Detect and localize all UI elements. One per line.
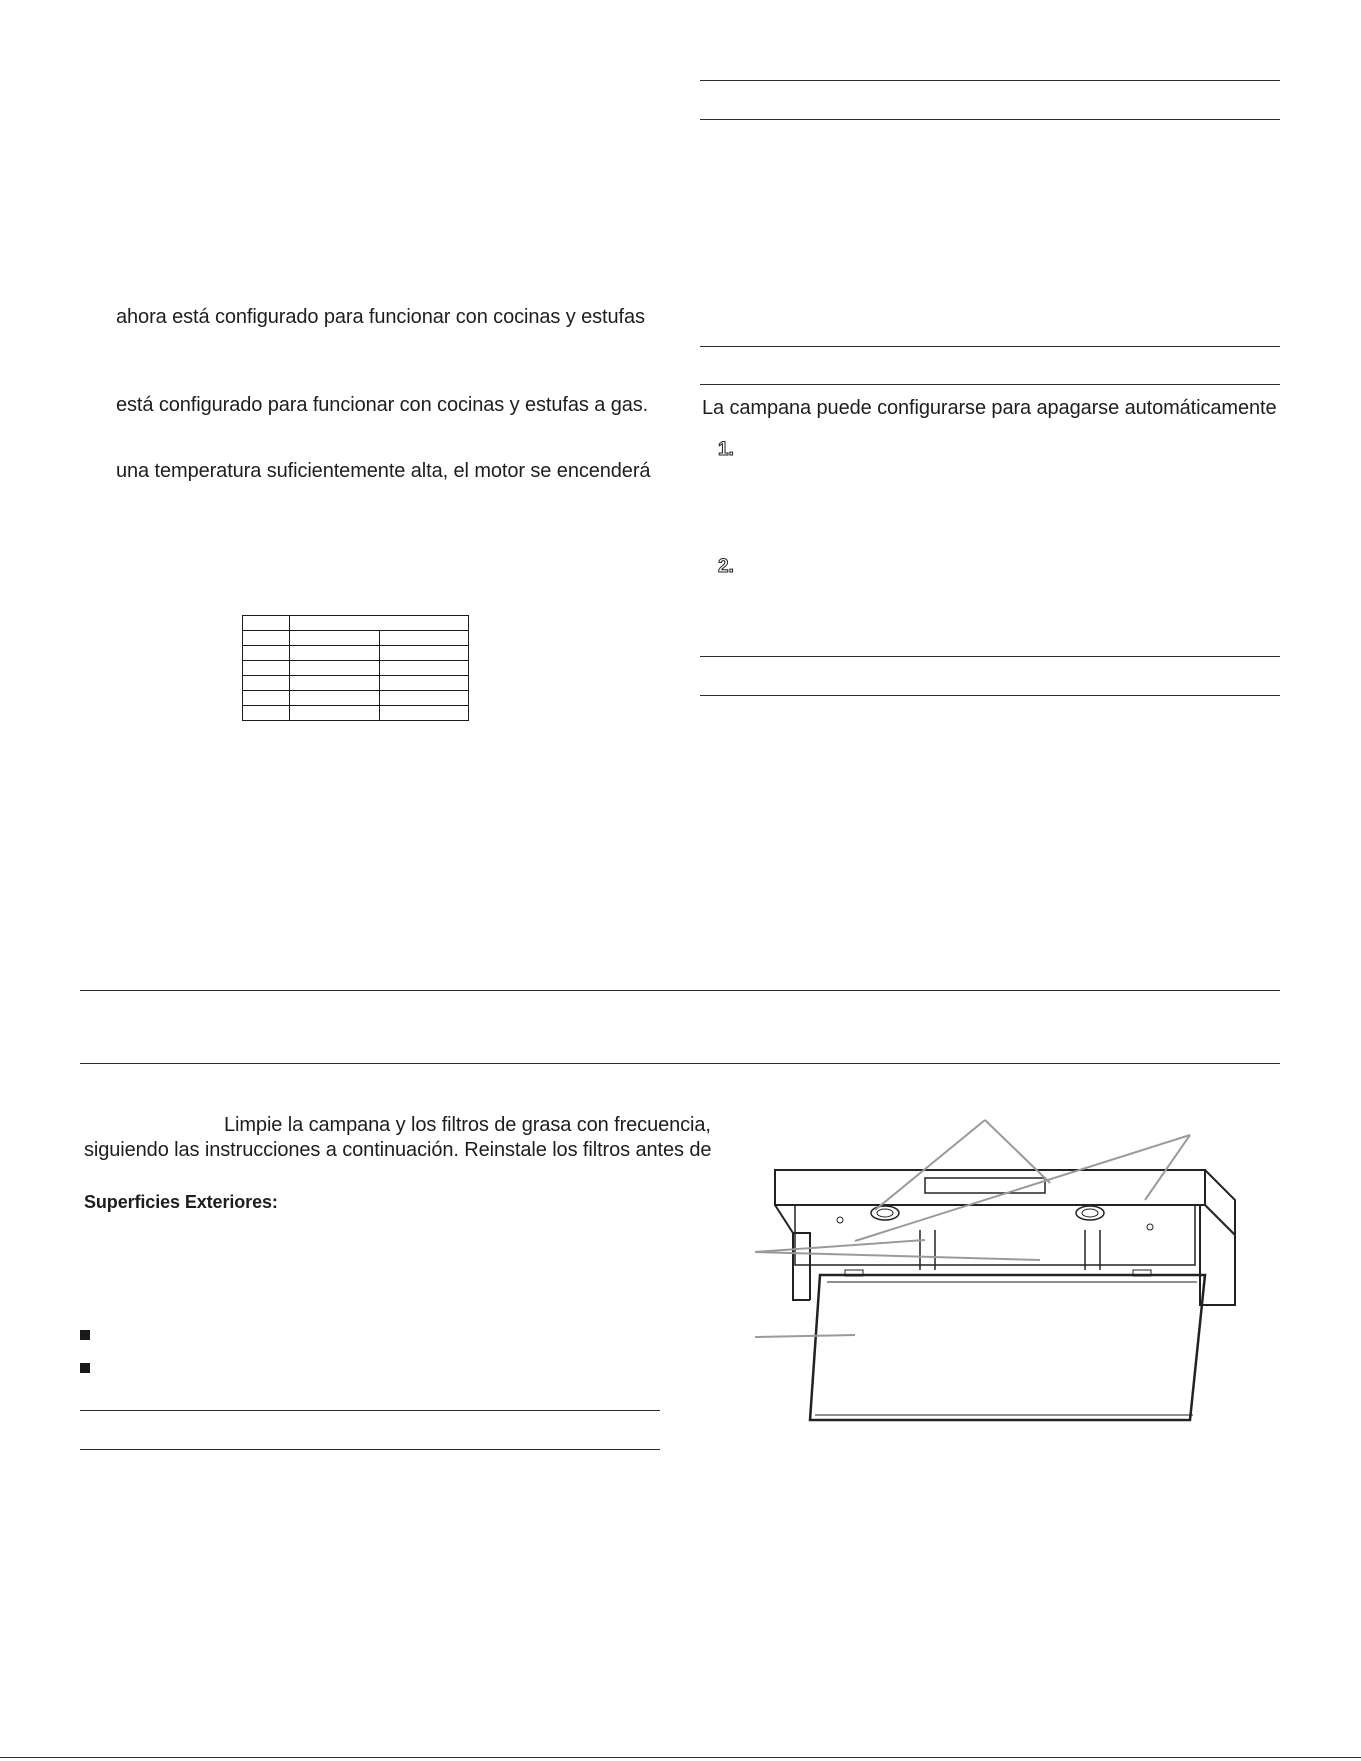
section-rule-2 [80,1063,1280,1064]
table-row [243,676,469,691]
table-cell [380,706,469,721]
table-cell [290,616,469,631]
table-row [243,691,469,706]
table-cell [243,676,290,691]
bullet-1 [80,1330,90,1340]
rule-left-bottom-2 [80,1449,660,1450]
table-cell [290,661,380,676]
step-1-number: 1. [718,439,734,460]
table-row [243,631,469,646]
table-cell [243,691,290,706]
rule-right-lower-2 [700,695,1280,696]
table-cell [290,706,380,721]
left-text-line-3: una temperatura suficientemente alta, el motor se encenderá [116,460,651,482]
rule-right-lower-1 [700,656,1280,657]
left-text-line-1: ahora está configurado para funcionar con cocinas y estufas [116,306,645,328]
table-cell [380,631,469,646]
table-cell [380,676,469,691]
section-rule-1 [80,990,1280,991]
table-row [243,646,469,661]
table-cell [290,631,380,646]
exterior-surfaces-heading: Superficies Exteriores: [84,1192,278,1212]
rule-right-top-2 [700,119,1280,120]
spec-table [242,615,469,721]
left-text-line-2: está configurado para funcionar con cocinas y estufas a gas. [116,394,649,416]
rule-right-top-1 [700,80,1280,81]
rule-right-mid-1 [700,346,1280,347]
table-row [243,661,469,676]
cleaning-lead: Limpie la campana y los filtros de grasa con frecuencia, [224,1114,711,1136]
rule-right-mid-2 [700,384,1280,385]
table-cell [243,646,290,661]
table-cell [290,691,380,706]
auto-off-intro: La campana puede configurarse para apagarse automáticamente [702,397,1277,419]
table-row [243,616,469,631]
bullet-2 [80,1363,90,1373]
table-cell [380,691,469,706]
table-cell [243,661,290,676]
table-cell [380,661,469,676]
table-cell [243,616,290,631]
table-cell [290,646,380,661]
table-cell [290,676,380,691]
cleaning-line-2: siguiendo las instrucciones a continuación. Reinstale los filtros antes de [84,1139,712,1161]
table-row [243,706,469,721]
table-cell [243,631,290,646]
step-2-number: 2. [718,556,734,577]
page-footer-rule [0,1757,1361,1758]
range-hood-diagram [755,1115,1255,1435]
table-cell [380,646,469,661]
rule-left-bottom-1 [80,1410,660,1411]
table-cell [243,706,290,721]
